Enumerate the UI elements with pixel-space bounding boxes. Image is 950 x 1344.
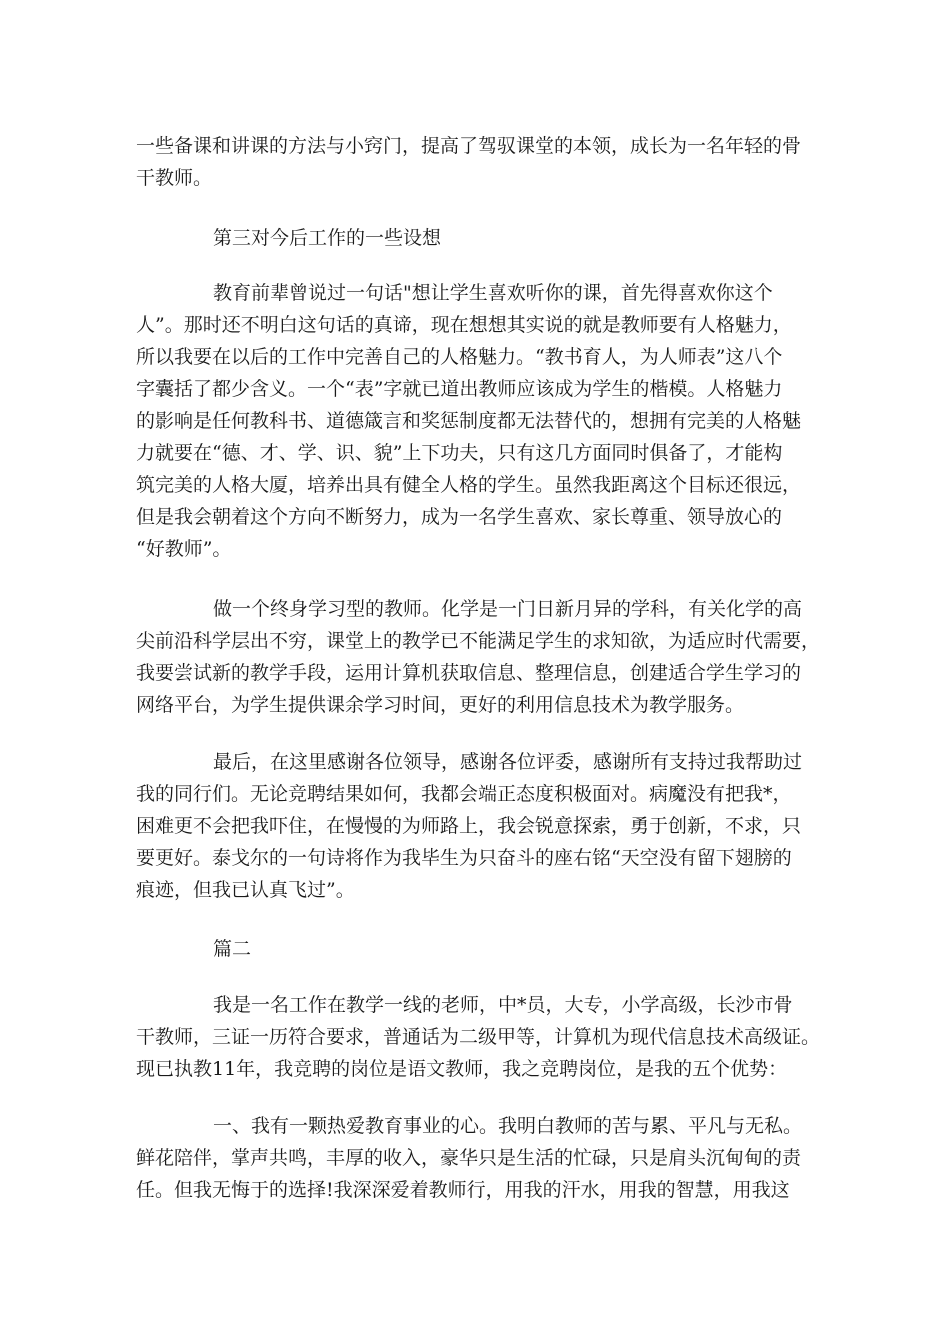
text-line: 但是我会朝着这个方向不断努力，成为一名学生喜欢、家长尊重、领导放心的 <box>136 506 783 528</box>
section-heading: 第三对今后工作的一些设想 <box>213 227 442 249</box>
text-line: 字囊括了都少含义。一个“表”字就已道出教师应该成为学生的楷模。人格魅力 <box>136 378 783 400</box>
text-line: 网络平台，为学生提供课余学习时间，更好的利用信息技术为教学服务。 <box>136 694 745 716</box>
text-line: 任。但我无悔于的选择!我深深爱着教师行，用我的汗水，用我的智慧，用我这 <box>136 1179 790 1201</box>
text-line: 最后，在这里感谢各位领导，感谢各位评委，感谢所有支持过我帮助过 <box>213 751 803 773</box>
text-line: 尖前沿科学层出不穷，课堂上的教学已不能满足学生的求知欲，为适应时代需要， <box>136 630 821 652</box>
text-line: 教育前辈曾说过一句话"想让学生喜欢听你的课，首先得喜欢你这个 <box>213 282 773 304</box>
text-line: 痕迹，但我已认真飞过”。 <box>136 879 355 901</box>
text-line: 困难更不会把我吓住，在慢慢的为师路上，我会锐意探索，勇于创新，不求，只 <box>136 815 802 837</box>
text-line: “好教师”。 <box>136 538 232 560</box>
section-heading: 篇二 <box>213 938 252 960</box>
text-line: 人”。那时还不明白这句话的真谛，现在想想其实说的就是教师要有人格魅力， <box>136 314 792 336</box>
text-line: 一些备课和讲课的方法与小窍门，提高了驾驭课堂的本领，成长为一名年轻的骨 <box>136 135 802 157</box>
text-line: 一、我有一颗热爱教育事业的心。我明白教师的苦与累、平凡与无私。 <box>213 1115 803 1137</box>
text-line: 干教师，三证一历符合要求，普通话为二级甲等，计算机为现代信息技术高级证。 <box>136 1026 821 1048</box>
text-line: 干教师。 <box>136 167 213 189</box>
text-line: 的影响是任何教科书、道德箴言和奖惩制度都无法替代的，想拥有完美的人格魅 <box>136 410 802 432</box>
text-line: 要更好。泰戈尔的一句诗将作为我毕生为只奋斗的座右铭“天空没有留下翅膀的 <box>136 847 792 869</box>
text-line: 现已执教11年，我竞聘的岗位是语文教师，我之竞聘岗位，是我的五个优势： <box>136 1058 788 1080</box>
text-line: 做一个终身学习型的教师。化学是一门日新月异的学科，有关化学的高 <box>213 598 803 620</box>
text-line: 鲜花陪伴，掌声共鸣，丰厚的收入，豪华只是生活的忙碌，只是肩头沉甸甸的责 <box>136 1147 802 1169</box>
text-line: 筑完美的人格大厦，培养出具有健全人格的学生。虽然我距离这个目标还很远， <box>136 474 802 496</box>
text-line: 力就要在“德、才、学、识、貌”上下功夫，只有这几方面同时俱备了，才能构 <box>136 442 783 464</box>
text-line: 所以我要在以后的工作中完善自己的人格魅力。“教书育人，为人师表”这八个 <box>136 346 783 368</box>
text-line: 我是一名工作在教学一线的老师，中*员，大专，小学高级，长沙市骨 <box>213 994 793 1016</box>
text-line: 我的同行们。无论竞聘结果如何，我都会端正态度积极面对。病魔没有把我*， <box>136 783 792 805</box>
text-line: 我要尝试新的教学手段，运用计算机获取信息、整理信息，创建适合学生学习的 <box>136 662 802 684</box>
